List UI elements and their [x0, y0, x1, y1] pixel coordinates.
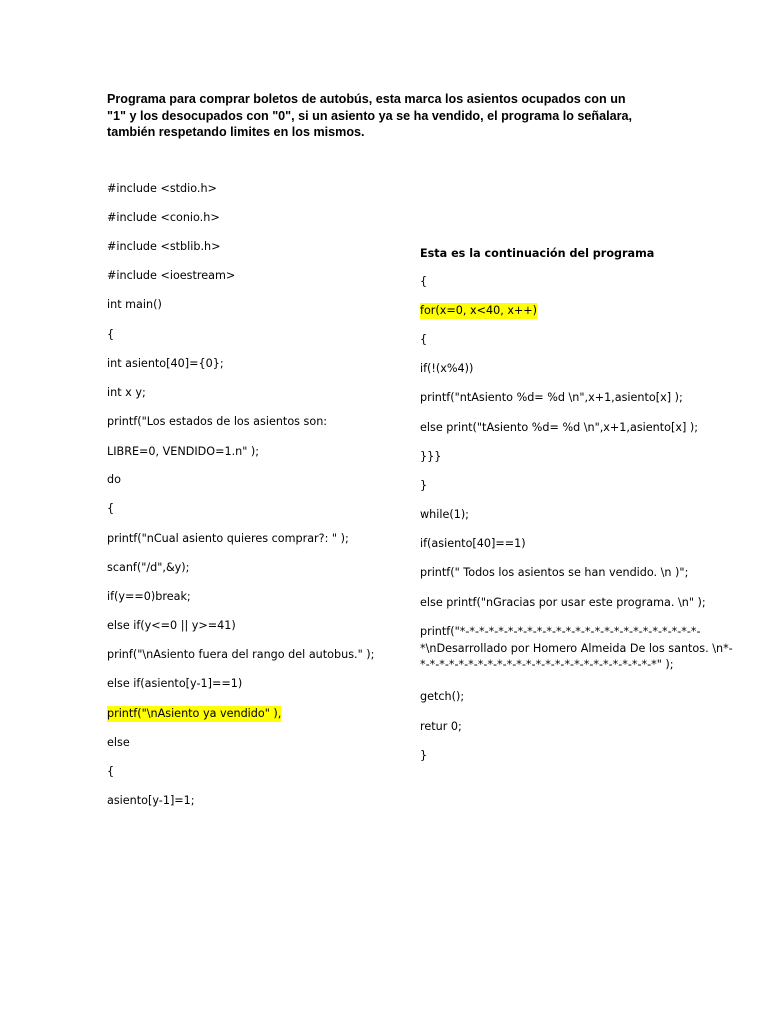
code-line: printf("nCual asiento quieres comprar?: " ); [107, 532, 349, 545]
code-line: #include <conio.h> [107, 211, 220, 224]
code-line: { [107, 502, 115, 515]
code-line: getch(); [420, 690, 465, 703]
code-line: if(!(x%4)) [420, 362, 474, 375]
code-line: else if(y<=0 || y>=41) [107, 619, 236, 632]
description-line: "1" y los desocupados con "0", si un asiento ya se ha vendido, el programa lo señalara, [107, 108, 633, 123]
code-line: { [107, 328, 115, 341]
code-line: printf("Los estados de los asientos son: [107, 415, 328, 428]
code-line: { [107, 765, 115, 778]
code-line: LIBRE=0, VENDIDO=1.n" ); [107, 445, 260, 458]
code-line: else [107, 736, 130, 749]
description-line: también respetando limites en los mismos. [107, 125, 365, 139]
code-line: asiento[y-1]=1; [107, 794, 195, 807]
code-line: #include <ioestream> [107, 269, 236, 282]
code-line: do [107, 473, 121, 486]
description-line: Programa para comprar boletos de autobús, esta marca los asientos ocupados con un [107, 92, 626, 106]
code-line: while(1); [420, 508, 469, 521]
code-line: *\nDesarrollado por Homero Almeida De los santos. \n*- [420, 641, 733, 655]
code-line: #include <stblib.h> [107, 240, 221, 253]
code-line: else if(asiento[y-1]==1) [107, 677, 243, 690]
code-line: if(asiento[40]==1) [420, 537, 526, 550]
code-line: printf("*-*-*-*-*-*-*-*-*-*-*-*-*-*-*-*-*-*-*-*-*-*-*-*-*- [420, 625, 701, 638]
code-line: #include <stdio.h> [107, 182, 217, 195]
program-description [107, 91, 707, 141]
code-line: scanf("/d",&y); [107, 561, 190, 574]
code-line: } [420, 749, 428, 762]
code-line: *-*-*-*-*-*-*-*-*-*-*-*-*-*-*-*-*-*-*-*-*-*-*-*-*" ); [420, 658, 674, 671]
code-line-highlighted: printf("\nAsiento ya vendido" ), [107, 707, 282, 720]
code-line: int x y; [107, 386, 146, 399]
code-line: printf("ntAsiento %d= %d \n",x+1,asiento[x] ); [420, 391, 683, 404]
code-line: { [420, 333, 428, 346]
code-line: printf(" Todos los asientos se han vendido. \n )"; [420, 566, 689, 579]
code-line: else print("tAsiento %d= %d \n",x+1,asiento[x] ); [420, 421, 699, 434]
code-line: int main() [107, 298, 162, 311]
code-line: } [420, 479, 428, 492]
code-line: { [420, 275, 428, 288]
code-line: if(y==0)break; [107, 590, 191, 603]
code-line: }}} [420, 450, 442, 463]
code-line: prinf("\nAsiento fuera del rango del autobus." ); [107, 648, 375, 661]
continuation-heading: Esta es la continuación del programa [420, 247, 655, 260]
code-line-highlighted: for(x=0, x<40, x++) [420, 304, 538, 317]
credits-printf-block [420, 624, 740, 674]
code-line: else printf("nGracias por usar este programa. \n" ); [420, 596, 706, 609]
code-line: retur 0; [420, 720, 462, 733]
code-line: int asiento[40]={0}; [107, 357, 224, 370]
